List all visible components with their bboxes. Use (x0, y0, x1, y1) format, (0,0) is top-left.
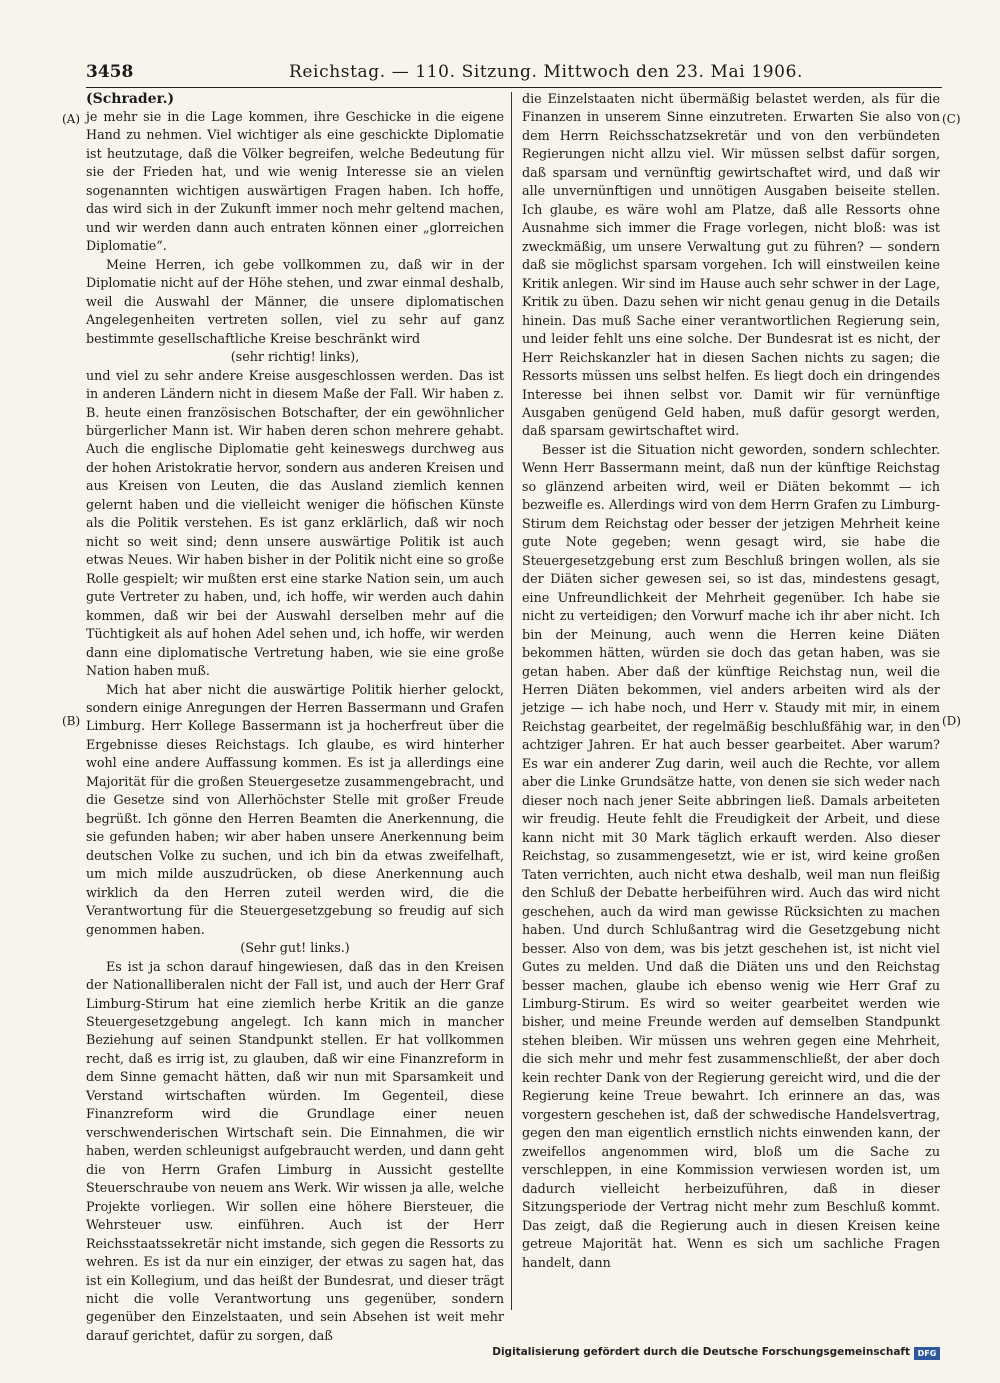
margin-marker-a: (A) (62, 112, 81, 126)
column-divider (511, 92, 512, 1310)
interjection: (sehr richtig! links), (230, 349, 360, 365)
paragraph: die Einzelstaaten nicht übermäßig belastet werden, als für die Finanzen in unserem Sinne einzutreten. Erwarten Sie also von dem Herrn Reichsschatzsekretär und von den verbündeten Regierungen nicht allzu viel. Wir müssen selbst dafür sorgen, daß sparsam und vernünftig gewirtschaftet wird, und daß wir alle unvernünftigen und unnötigen Ausgaben beiseite stellen. Ich glaube, es wäre wohl am Platze, daß alle Ressorts ohne Ausnahme sich immer die Frage vorlegen, nicht bloß: was ist zweckmäßig, um unsere Verwaltung gut zu führen? — sondern daß sie möglichst sparsam vorgehen. Ich will einstweilen keine Kritik anlegen. Wir sind im Hause auch sehr schwer in der Lage, Kritik zu üben. Dazu sehen wir nicht genau genug in die Details hinein. Das muß Sache einer verantwortlichen Regierung sein, und leider fehlt uns eine solche. Der Bundesrat ist es nicht, der Herr Reichskanzler hat in diesen Sachen nichts zu sagen; die Ressorts müssen uns selbst helfen. Es liegt doch ein dringendes Interesse bei ihnen selbst vor. Damit wir für vernünftige Ausgaben genügend Geld haben, muß dafür gesorgt werden, daß sparsam gewirtschaftet wird. (522, 91, 940, 439)
speaker-name: (Schrader.) (86, 91, 175, 107)
header-rule (86, 87, 942, 88)
left-column (86, 108, 504, 1345)
right-column (522, 90, 940, 1272)
page-footer (492, 1346, 940, 1362)
paragraph: Es ist ja schon darauf hingewiesen, daß das in den Kreisen der Nationalliberalen nicht der Fall ist, und auch der Herr Graf Limburg-Stirum hat eine ziemlich herbe Kritik an die ganze Steuergesetzgebung angelegt. Ich kann mich in mancher Beziehung auf seinen Standpunkt stellen. Er hat vollkommen recht, daß es irrig ist, zu glauben, daß wir eine Finanzreform in dem Sinne gemacht hätten, daß wir nun mit Sparsamkeit und Verstand wirtschaften würden. Im Gegenteil, diese Finanzreform wird die Grundlage einer neuen verschwenderischen Wirtschaft sein. Die Einnahmen, die wir haben, werden schleunigst aufgebraucht werden, und dann geht die von Herrn Grafen Limburg in Aussicht gestellte Steuerschraube von neuem ans Werk. Wir wissen ja alle, welche Projekte vorliegen. Wir sollen eine höhere Biersteuer, die Wehrsteuer usw. einführen. Auch ist der Herr Reichsstaatssekretär nicht imstande, sich gegen die Ressorts zu wehren. Es ist da nur ein einziger, der etwas zu sagen hat, das ist ein Kollegium, und das heißt der Bundesrat, und dieser trägt nicht die volle Verantwortung uns gegenüber, sondern gegenüber den Einzelstaaten, und sein Absehen ist weit mehr darauf gerichtet, dafür zu sorgen, daß (86, 958, 504, 1343)
paragraph: je mehr sie in die Lage kommen, ihre Geschicke in die eigene Hand zu nehmen. Viel wichtiger als eine geschickte Diplomatie ist heutzutage, daß die Völker begreifen, welche Bedeutung für sie der Frieden hat, und wie wenig Interesse sie an vielen sogenannten wichtigen auswärtigen Fragen haben. Ich hoffe, das wird sich in der Zukunft immer noch mehr geltend machen, und wir werden dann auch entraten können einer „glorreichen Diplomatie“. (86, 109, 504, 254)
running-title: Reichstag. — 110. Sitzung. Mittwoch den 23. Mai 1906. (288, 62, 804, 82)
paragraph: Meine Herren, ich gebe vollkommen zu, daß wir in der Diplomatie nicht auf der Höhe stehen, und zwar einmal deshalb, weil die Auswahl der Männer, die unsere diplomatischen Angelegenheiten vertreten sollen, viel zu sehr auf ganz bestimmte gesellschaftliche Kreise beschränkt wird (86, 256, 504, 346)
interjection: (Sehr gut! links.) (240, 940, 350, 956)
margin-marker-c: (C) (942, 112, 961, 126)
page-number: 3458 (86, 62, 134, 82)
margin-marker-d: (D) (942, 714, 961, 728)
paragraph: Mich hat aber nicht die auswärtige Politik hierher gelockt, sondern einige Anregungen der Herren Bassermann und Grafen Limburg. Herr Kollege Bassermann ist ja hocherfreut über die Ergebnisse dieses Reichstags. Ich glaube, es wird hinterher wohl eine andere Auffassung kommen. Es ist ja allerdings eine Majorität für die großen Steuergesetze zusammengebracht, und die Gesetze sind von Allerhöchster Stelle mit großer Freude begrüßt. Ich gönne den Herren Beamten die Anerkennung, die sie gefunden haben; wir aber haben unsere Anerkennung beim deutschen Volke zu suchen, und ich bin da etwas zweifelhaft, um mich milde auszudrücken, ob diese Anerkennung auch wirklich da den Herren zuteil werden wird, die die Verantwortung für die Steuergesetzgebung so freudig auf sich genommen haben. (86, 681, 504, 937)
page-header (86, 62, 942, 88)
margin-marker-b: (B) (62, 714, 81, 728)
paragraph: und viel zu sehr andere Kreise ausgeschlossen werden. Das ist in anderen Ländern nicht in diesem Maße der Fall. Wir haben z. B. heute einen französischen Botschafter, der ein gewöhnlicher bürgerlicher Mann ist. Wir haben deren schon mehrere gehabt. Auch die englische Diplomatie geht keineswegs durchweg aus der hohen Aristokratie hervor, sondern aus anderen Kreisen und aus Kreisen von Leuten, die das Ausland ziemlich kennen gelernt haben und die vielleicht weniger die höfischen Künste als die Politik verstehen. Es ist ganz erklärlich, daß wir noch nicht so weit sind; denn unsere auswärtige Politik ist auch etwas Neues. Wir haben bisher in der Politik nicht eine so große Rolle gespielt; wir mußten erst eine starke Nation sein, um auch gute Vertreter zu haben, und, ich hoffe, wir werden auch dahin kommen, daß wir bei der Auswahl derselben mehr auf die Tüchtigkeit als auf hohen Adel sehen und, ich hoffe, wir werden dann eine diplomatische Vertretung haben, wie sie eine große Nation haben muß. (86, 367, 504, 679)
paragraph: Besser ist die Situation nicht geworden, sondern schlechter. Wenn Herr Bassermann meint, daß nun der künftige Reichstag so glänzend arbeiten wird, weil er Diäten bekommt — ich bezweifle es. Allerdings wird von dem Herrn Grafen zu Limburg-Stirum dem Reichstag oder besser der jetzigen Mehrheit keine gute Note gegeben; wenn gesagt wird, sie habe die Steuergesetzgebung erst zum Beschluß bringen wollen, als sie der Diäten sicher gewesen sei, so ist das, mindestens gesagt, eine Unfreundlichkeit der Mehrheit gegenüber. Ich habe sie nicht zu verteidigen; den Vorwurf mache ich ihr aber nicht. Ich bin der Meinung, auch wenn die Herren keine Diäten bekommen hätten, würden sie doch das getan haben, was sie getan haben. Aber daß der künftige Reichstag nun, weil die Herren Diäten bekommen, viel anders arbeiten wird als der jetzige — ich habe noch, und Herr v. Staudy mit mir, in einem Reichstag gearbeitet, der regelmäßig beschlußfähig war, in den achtziger Jahren. Er hat auch besser gearbeitet. Aber warum? Es war ein anderer Zug darin, weil auch die Rechte, vor allem aber die Linke Grundsätze hatte, von denen sie sich weder nach dieser noch nach jener Seite abbringen ließ. Damals arbeiteten wir freudig. Heute fehlt die Freudigkeit der Arbeit, und diese kann nicht mit 30 Mark täglich erkauft werden. Also dieser Reichstag, so zusammengesetzt, wie er ist, wird keine großen Taten verrichten, auch nicht etwa deshalb, weil man nun fleißig den Schluß der Debatte herbeiführen wird. Auch das wird nicht geschehen, auch da wird man gewisse Rücksichten zu machen haben. Und durch Schlußantrag wird die Gesetzgebung nicht besser. Also von dem, was bis jetzt geschehen ist, ist nicht viel Gutes zu melden. Und daß die Diäten uns und den Reichstag besser machen, glaube ich ebenso wenig wie Herr Graf zu Limburg-Stirum. Es wird so weiter gearbeitet werden wie bisher, und meine Freunde werden auf demselben Standpunkt stehen bleiben. Wir müssen uns wehren gegen eine Mehrheit, die sich mehr und mehr fest zusammenschließt, der aber doch kein rechter Dank von der Regierung gereicht wird, und die der Regierung keine Treue bewahrt. Ich erinnere an das, was vorgestern geschehen ist, daß der schwedische Handelsvertrag, gegen den man eigentlich ernstlich nichts einwenden kann, der zweifellos angenommen wird, bloß um die Sache zu verschleppen, in eine Kommission verwiesen worden ist, um dadurch vielleicht herbeizuführen, daß in dieser Sitzungsperiode der Vertrag nicht mehr zum Beschluß kommt. Das zeigt, daß die Regierung auch in diesen Kreisen keine getreue Majorität hat. Wenn es sich um sachliche Fragen handelt, dann (522, 441, 940, 1270)
dfg-logo: DFG (914, 1347, 940, 1360)
funding-notice: Digitalisierung gefördert durch die Deutsche Forschungsgemeinschaft (492, 1346, 910, 1358)
